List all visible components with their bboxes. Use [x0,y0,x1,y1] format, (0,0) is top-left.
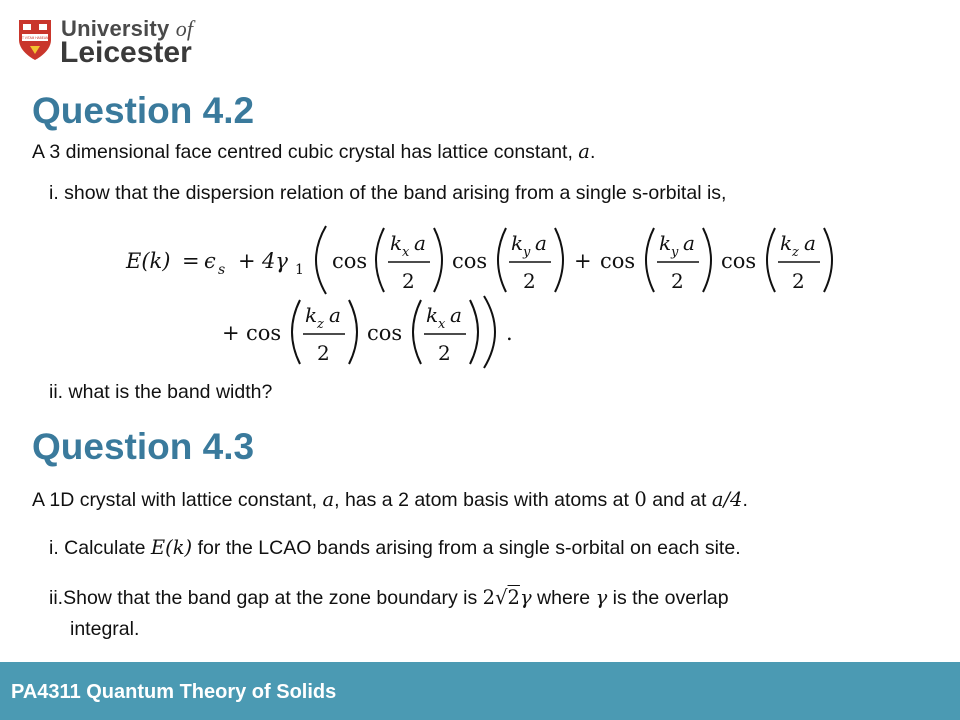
svg-text:k: k [305,303,318,327]
footer-bar [0,662,960,720]
svg-text:k: k [659,231,672,255]
svg-text:z: z [792,245,799,260]
q1-part-i-label: i. [49,182,59,204]
svg-text:2: 2 [402,269,415,293]
q2-part-i-label: i. [49,537,59,559]
svg-text:cos: cos [332,249,368,273]
q1-part-i: i. show that the dispersion relation of the band arising from a single s-orbital is, [49,182,727,204]
crest-motto: UT VITAM HABEANT [19,36,51,40]
q1-intro: A 3 dimensional face centred cubic crystal has lattice constant, a. [32,140,596,163]
svg-text:cos: cos [600,249,636,273]
svg-text:x: x [438,317,446,332]
svg-text:k: k [426,303,439,327]
svg-text:4γ: 4γ [262,249,288,273]
logo-line1: University of [61,16,194,41]
question-4-3-title: Question 4.3 [32,426,255,467]
svg-text:cos: cos [721,249,757,273]
svg-text:+: + [238,249,256,273]
svg-text:2: 2 [792,269,805,293]
svg-text:a: a [535,231,547,255]
band-gap-expression: 2√2γ [482,586,532,609]
university-logo [17,14,217,70]
q2-part-i: i. Calculate E(k) for the LCAO bands arising from a single s-orbital on each site. [49,536,741,559]
course-title: PA4311 Quantum Theory of Solids [11,681,337,703]
q2-intro: A 1D crystal with lattice constant, a, has a 2 atom basis with atoms at 0 and at a/4. [32,488,748,511]
svg-text:y: y [671,245,679,260]
svg-text:a: a [450,303,462,327]
q1-part-ii: ii. what is the band width? [49,381,273,403]
svg-text:2: 2 [523,269,536,293]
svg-text:s: s [218,262,226,278]
svg-text:z: z [317,317,324,332]
svg-text:a: a [329,303,341,327]
q2-part-ii-label: ii. [49,587,64,609]
svg-text:k: k [390,231,403,255]
q2-part-ii-line2: integral. [70,618,140,640]
logo-line2: Leicester [60,36,192,69]
svg-text:ϵ: ϵ [204,249,216,273]
svg-text:+: + [574,249,592,273]
svg-text:2: 2 [671,269,684,293]
svg-text:a: a [804,231,816,255]
svg-text:cos: cos [246,321,282,345]
q2-part-ii: ii.Show that the band gap at the zone boundary is 2√2γ where γ is the overlap [49,586,729,609]
svg-text:a: a [414,231,426,255]
question-4-2-title: Question 4.2 [32,90,255,131]
svg-text:=: = [182,249,200,273]
svg-text:k: k [780,231,793,255]
svg-text:.: . [506,321,513,345]
q1-part-ii-label: ii. [49,381,64,403]
svg-text:cos: cos [452,249,488,273]
svg-text:x: x [402,245,410,260]
svg-text:2: 2 [438,341,451,365]
svg-text:E(k): E(k) [126,249,171,273]
svg-text:+: + [222,321,240,345]
svg-text:a: a [683,231,695,255]
svg-text:1: 1 [295,262,304,278]
crest-icon [17,18,53,62]
svg-text:cos: cos [367,321,403,345]
svg-text:y: y [523,245,531,260]
svg-text:2: 2 [317,341,330,365]
svg-text:k: k [511,231,524,255]
